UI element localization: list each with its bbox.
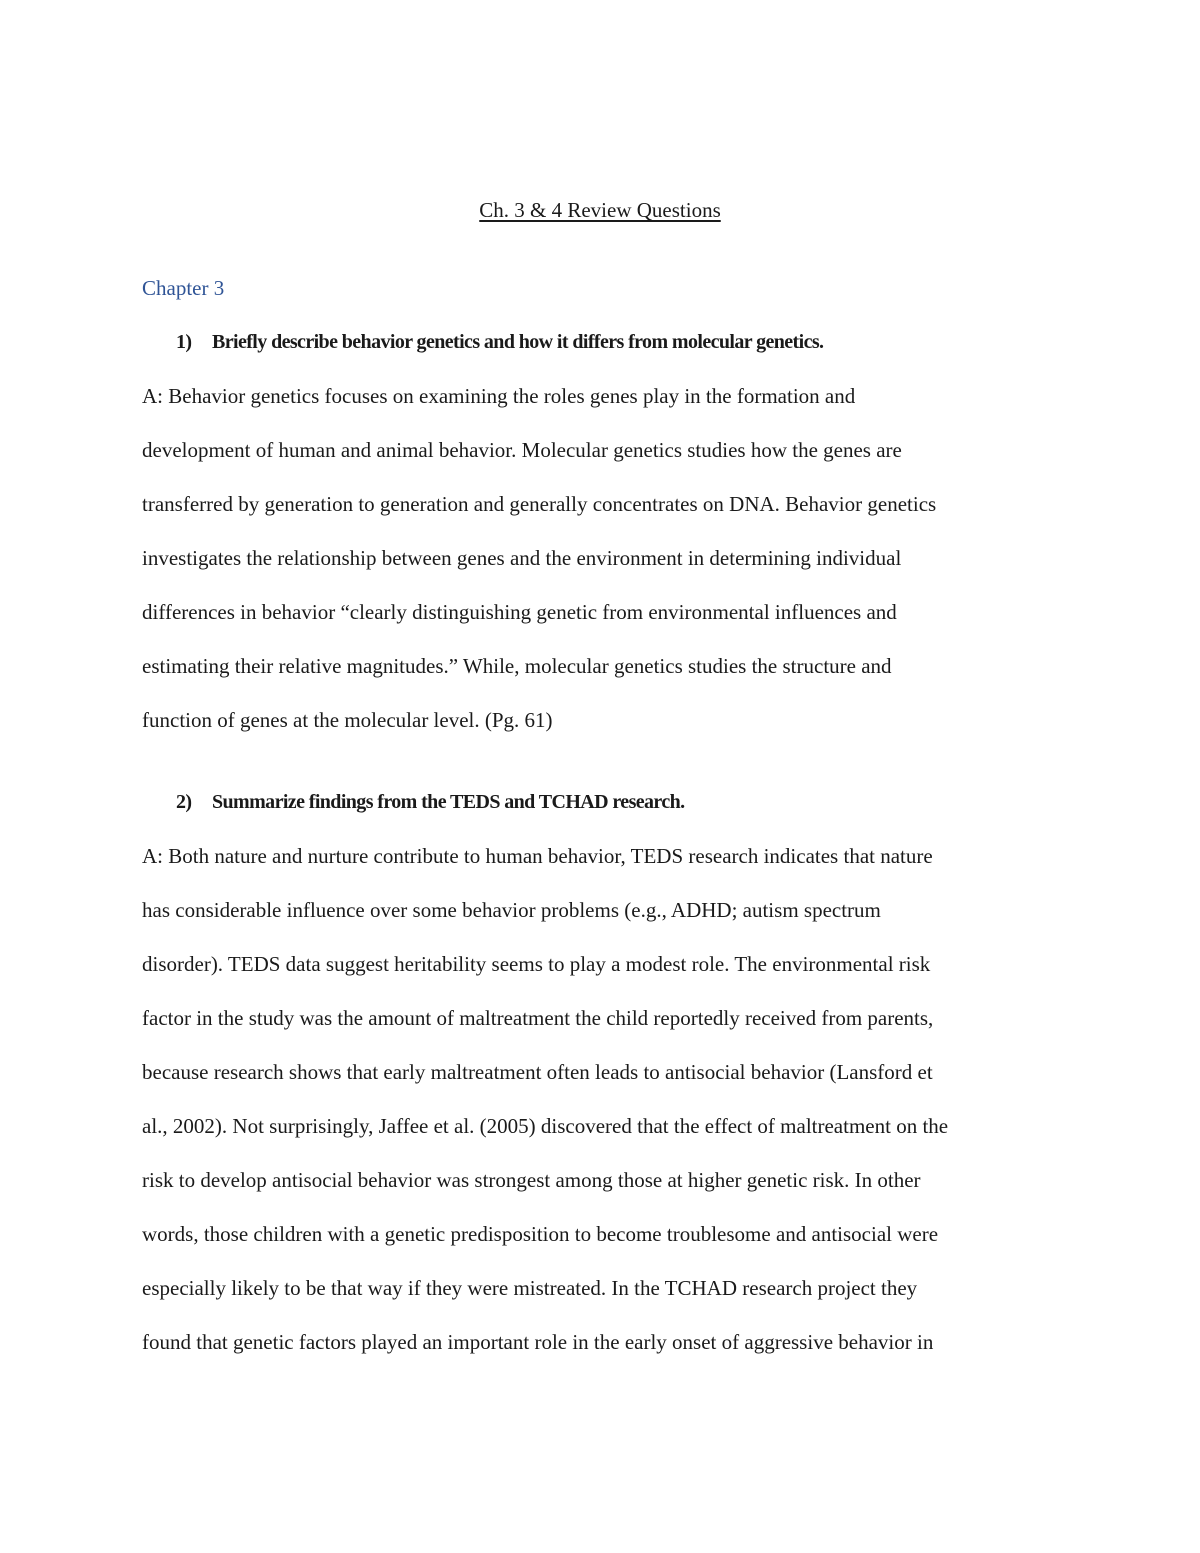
question-text: Briefly describe behavior genetics and how it differs from molecular genetics. <box>212 331 824 353</box>
answer-line: because research shows that early maltreatment often leads to antisocial behavior (Lansford et <box>142 1060 933 1084</box>
answer-line: A: Both nature and nurture contribute to human behavior, TEDS research indicates that nature <box>142 844 933 868</box>
answer-line: disorder). TEDS data suggest heritability seems to play a modest role. The environmental risk <box>142 952 931 976</box>
answer-line: risk to develop antisocial behavior was strongest among those at higher genetic risk. In other <box>142 1168 921 1192</box>
question-2 <box>176 785 685 819</box>
chapter-heading: Chapter 3 <box>142 276 225 300</box>
document-title: Ch. 3 & 4 Review Questions <box>479 198 721 222</box>
answer-line: function of genes at the molecular level. (Pg. 61) <box>142 708 553 732</box>
answer-line: has considerable influence over some behavior problems (e.g., ADHD; autism spectrum <box>142 898 881 922</box>
answer-line: al., 2002). Not surprisingly, Jaffee et al. (2005) discovered that the effect of maltreatment on the <box>142 1114 949 1138</box>
answer-line: A: Behavior genetics focuses on examining the roles genes play in the formation and <box>142 384 856 408</box>
answer-2 <box>142 829 1072 1369</box>
answer-line: especially likely to be that way if they were mistreated. In the TCHAD research project they <box>142 1276 918 1300</box>
question-text: Summarize findings from the TEDS and TCHAD research. <box>212 791 685 813</box>
answer-line: found that genetic factors played an important role in the early onset of aggressive behavior in <box>142 1330 934 1354</box>
answer-line: transferred by generation to generation and generally concentrates on DNA. Behavior genetics <box>142 492 937 516</box>
answer-line: factor in the study was the amount of maltreatment the child reportedly received from parents, <box>142 1006 934 1030</box>
answer-line: words, those children with a genetic predisposition to become troublesome and antisocial were <box>142 1222 939 1246</box>
answer-line: investigates the relationship between genes and the environment in determining individual <box>142 546 902 570</box>
question-1 <box>176 325 823 359</box>
answer-line: differences in behavior “clearly distinguishing genetic from environmental influences and <box>142 600 897 624</box>
question-number: 2) <box>176 791 192 813</box>
question-number: 1) <box>176 331 192 353</box>
answer-line: development of human and animal behavior. Molecular genetics studies how the genes are <box>142 438 902 462</box>
answer-1 <box>142 369 1072 747</box>
answer-line: estimating their relative magnitudes.” While, molecular genetics studies the structure and <box>142 654 892 678</box>
